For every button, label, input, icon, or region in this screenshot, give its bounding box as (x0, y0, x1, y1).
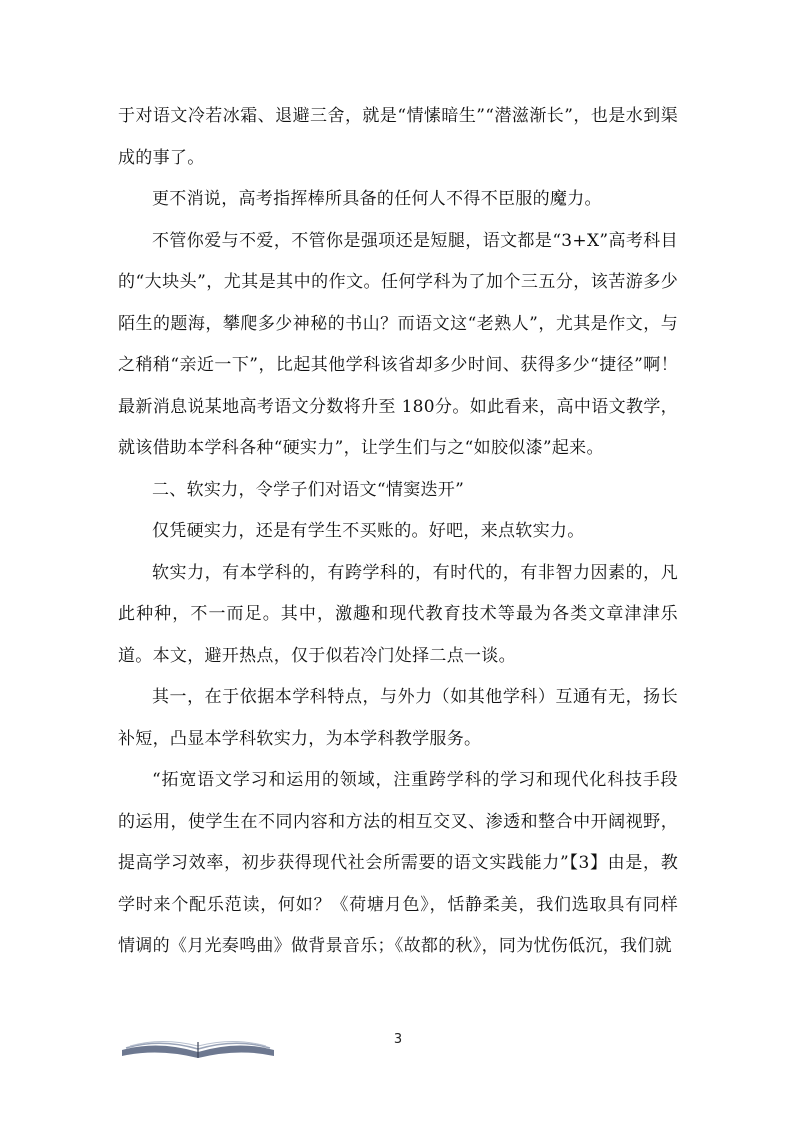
paragraph: 仅凭硬实力，还是有学生不买账的。好吧，来点软实力。 (152, 521, 585, 541)
paragraph: 其一，在于依据本学科特点，与外力（如其他学科）互通有无，扬长补短，凸显本学科软实力，为本学科教学服务。 (118, 687, 678, 749)
open-book-icon (118, 1032, 278, 1060)
paragraph: 于对语文冷若冰霜、退避三舍，就是“情愫暗生”“潜滋渐长”，也是水到渠成的事了。 (118, 106, 678, 168)
page-footer (0, 1028, 794, 1068)
paragraph: 更不消说，高考指挥棒所具备的任何人不得不臣服的魔力。 (152, 189, 602, 209)
paragraph: 不管你爱与不爱，不管你是强项还是短腿，语文都是“3+X”高考科目的“大块头”，尤其是其中的作文。任何学科为了加个三五分，该苦游多少陌生的题海，攀爬多少神秘的书山？而语文这“老熟人”，尤其是作文，与之稍稍“亲近一下”，比起其他学科该省却多少时间、获得多少“捷径”啊！最新消息说某地高考语文分数将升至 180分。如此看来，高中语文教学，就该借助本学科各种“硬实力”，让学生们与之“如胶似漆”起来。 (118, 230, 678, 458)
paragraph: “拓宽语文学习和运用的领域，注重跨学科的学习和现代化科技手段的运用，使学生在不同内容和方法的相互交叉、渗透和整合中开阔视野，提高学习效率，初步获得现代社会所需要的语文实践能力”【3】由是，教学时来个配乐范读，何如？《荷塘月色》，恬静柔美，我们选取具有同样情调的《月光奏鸣曲》做背景音乐；《故都的秋》，同为忧伤低沉，我们就 (118, 770, 678, 956)
document-body (118, 96, 678, 968)
page-number: 3 (393, 1032, 403, 1047)
section-heading: 二、软实力，令学子们对语文“情窦迭开” (152, 479, 465, 500)
paragraph: 软实力，有本学科的，有跨学科的，有时代的，有非智力因素的，凡此种种，不一而足。其中，激趣和现代教育技术等最为各类文章津津乐道。本文，避开热点，仅于似若冷门处择二点一谈。 (118, 562, 678, 666)
